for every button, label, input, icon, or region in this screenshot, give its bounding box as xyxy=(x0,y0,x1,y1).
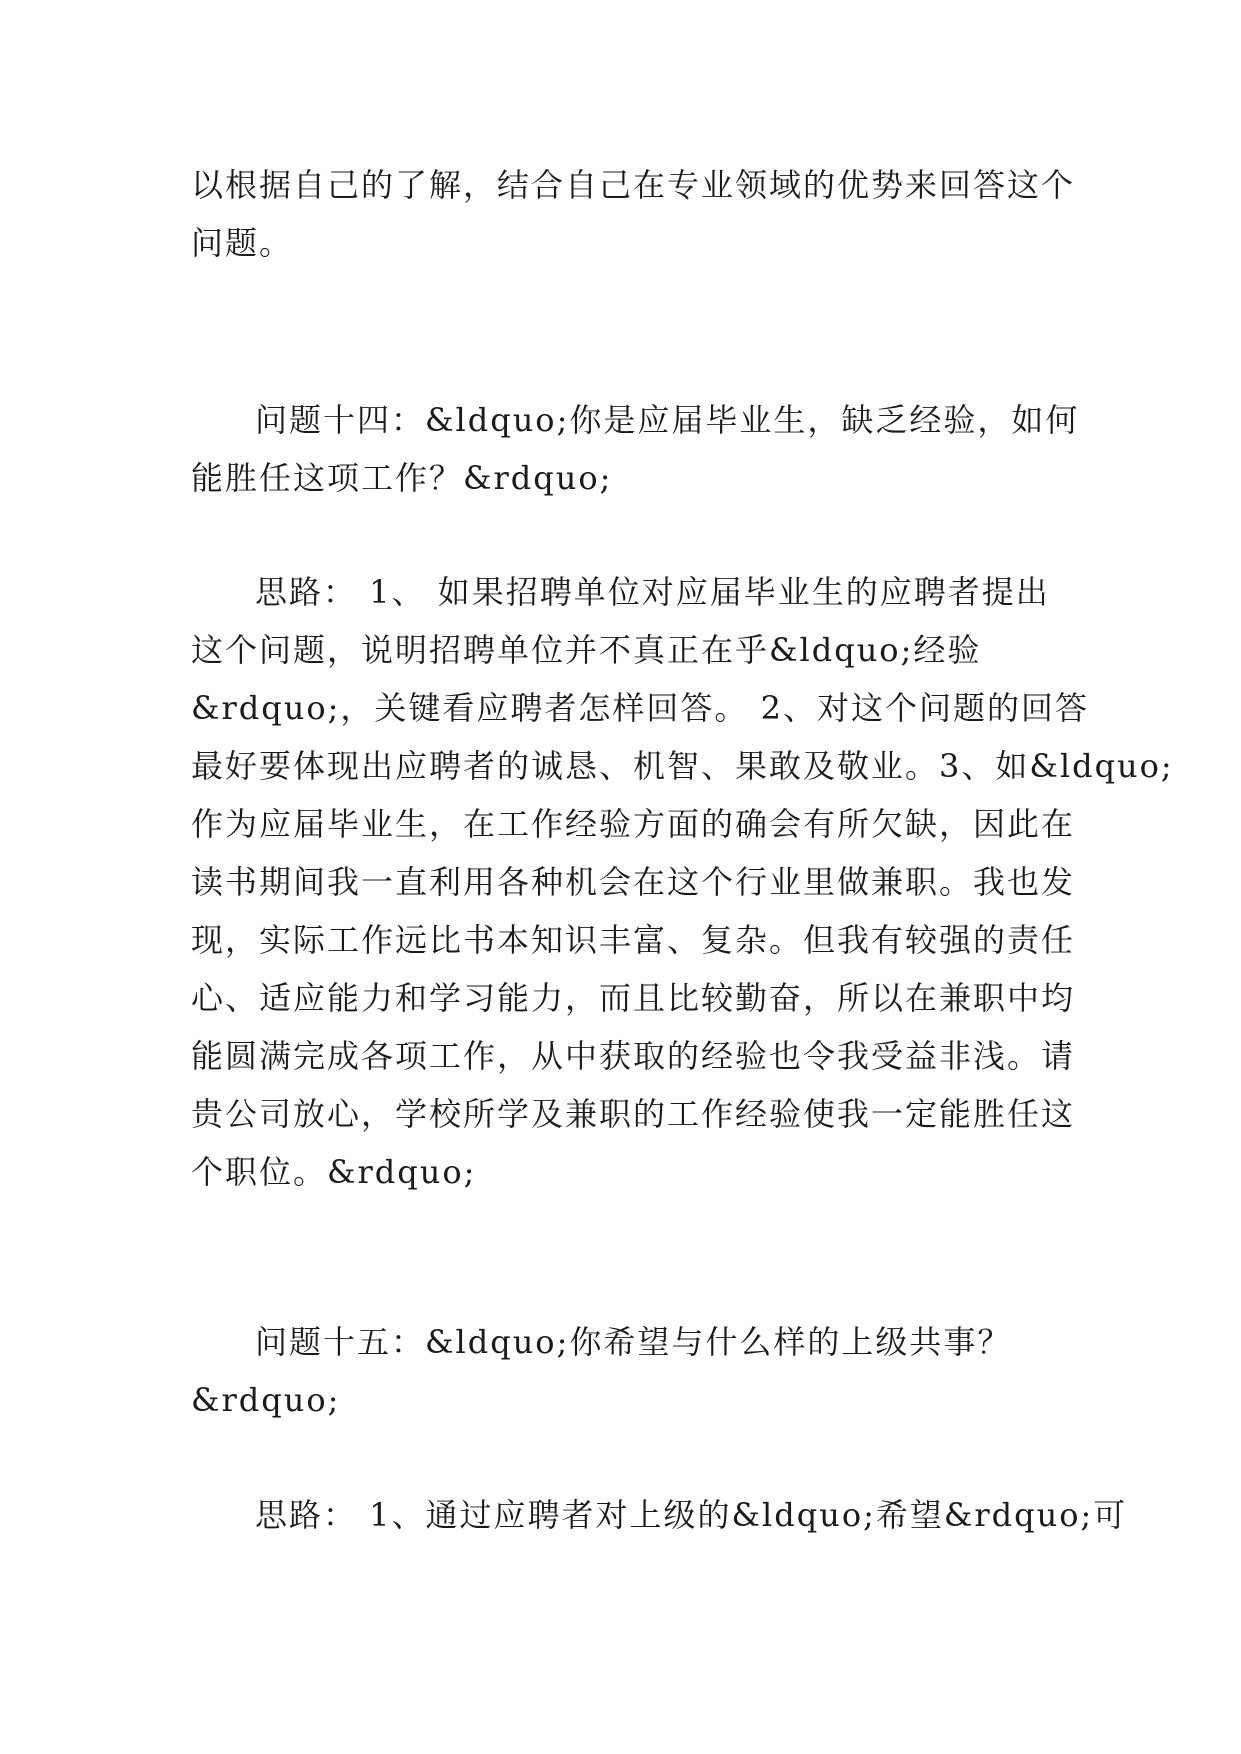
question-14-answer xyxy=(191,563,1174,1201)
text-line: 这个问题，说明招聘单位并不真正在乎&ldquo;经验 xyxy=(191,631,982,669)
question-15-heading xyxy=(191,1313,1053,1429)
text-line: 心、适应能力和学习能力，而且比较勤奋，所以在兼职中均 xyxy=(191,979,1076,1017)
text-line-content: 问题十五：&ldquo;你希望与什么样的上级共事？ xyxy=(255,1323,1012,1361)
text-line-content: 问题十四：&ldquo;你是应届毕业生，缺乏经验，如何 xyxy=(255,401,1080,439)
text-line: 作为应届毕业生，在工作经验方面的确会有所欠缺，因此在 xyxy=(191,805,1076,843)
text-line: 贵公司放心，学校所学及兼职的工作经验使我一定能胜任这 xyxy=(191,1095,1076,1133)
text-line: 个职位。&rdquo; xyxy=(191,1153,477,1191)
paragraph-continuation xyxy=(191,156,1076,272)
text-line-content: 思路： 1、 如果招聘单位对应届毕业生的应聘者提出 xyxy=(255,573,1050,611)
text-line xyxy=(191,391,1080,449)
text-line-content: 思路： 1、通过应聘者对上级的&ldquo;希望&rdquo;可 xyxy=(255,1496,1128,1534)
text-line: 问题。 xyxy=(191,224,294,262)
text-line: 能圆满完成各项工作，从中获取的经验也令我受益非浅。请 xyxy=(191,1037,1076,1075)
text-line: 最好要体现出应聘者的诚恳、机智、果敢及敬业。3、如&ldquo; xyxy=(191,747,1174,785)
text-line: 读书期间我一直利用各种机会在这个行业里做兼职。我也发 xyxy=(191,863,1076,901)
text-line: 能胜任这项工作？&rdquo; xyxy=(191,459,613,497)
text-line xyxy=(191,563,1053,621)
text-line: 以根据自己的了解，结合自己在专业领域的优势来回答这个 xyxy=(191,166,1076,204)
text-line: 现，实际工作远比书本知识丰富、复杂。但我有较强的责任 xyxy=(191,921,1076,959)
text-line: &rdquo;，关键看应聘者怎样回答。 2、对这个问题的回答 xyxy=(191,689,1089,727)
text-line xyxy=(191,1486,1128,1544)
question-15-answer xyxy=(191,1486,1128,1544)
text-line: &rdquo; xyxy=(191,1381,341,1419)
question-14-heading xyxy=(191,391,1080,507)
text-line xyxy=(191,1313,1053,1371)
